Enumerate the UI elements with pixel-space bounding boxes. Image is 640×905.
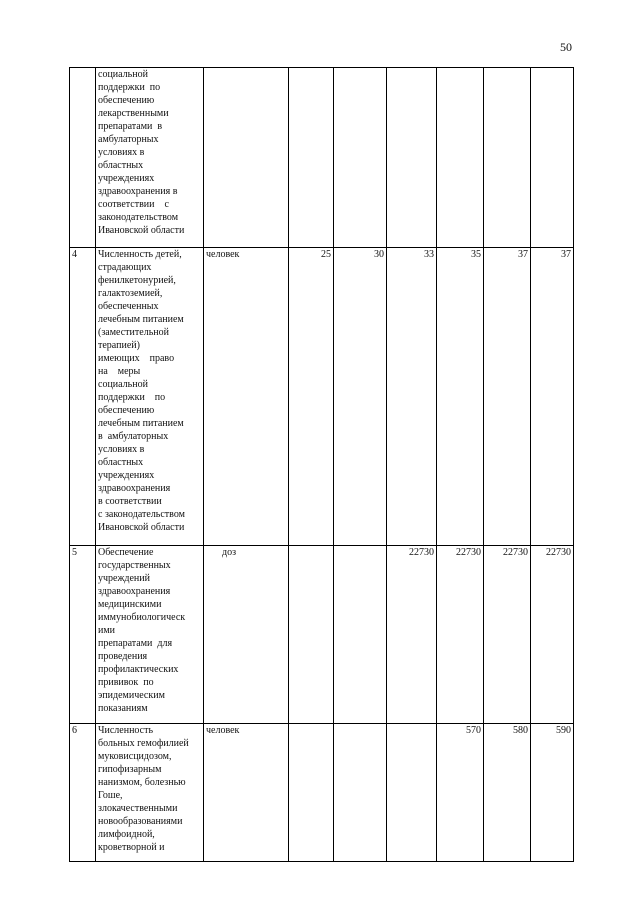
page-number: 50 (560, 40, 572, 54)
value-cell (289, 724, 334, 862)
unit-cell (204, 68, 289, 248)
table-row (70, 248, 574, 546)
indicator-name-cell: социальной поддержки по обеспечению лекарственными препаратами в амбулаторных условиях в областных учреждениях здравоохранения в соответствии с законодательством Ивановской области (96, 68, 204, 248)
row-number-cell: 6 (70, 724, 96, 862)
unit-cell: человек (204, 248, 289, 546)
unit-cell: доз (204, 546, 289, 724)
value-cell: 580 (484, 724, 531, 862)
value-cell: 22730 (484, 546, 531, 724)
unit-cell: человек (204, 724, 289, 862)
value-cell (484, 68, 531, 248)
value-cell (387, 68, 437, 248)
row-number-cell: 4 (70, 248, 96, 546)
indicator-name-cell: Численность детей, страдающих фенилкетонурией, галактоземией, обеспеченных лечебным питанием (заместительной терапией) имеющих право на меры социальной поддержки по обеспечению лечебным питанием в амбулаторных условиях в областных учреждениях здравоохранения в соответствии с законодательством Ивановской области (96, 248, 204, 546)
value-cell (289, 546, 334, 724)
value-cell: 590 (531, 724, 574, 862)
value-cell (437, 68, 484, 248)
value-cell: 25 (289, 248, 334, 546)
value-cell: 30 (334, 248, 387, 546)
value-cell: 33 (387, 248, 437, 546)
value-cell (289, 68, 334, 248)
table-row (70, 724, 574, 862)
value-cell (531, 68, 574, 248)
value-cell (387, 724, 437, 862)
table-row (70, 68, 574, 248)
value-cell (334, 724, 387, 862)
indicators-table (69, 67, 574, 862)
table-row (70, 546, 574, 724)
row-number-cell: 5 (70, 546, 96, 724)
value-cell: 22730 (387, 546, 437, 724)
indicator-name-cell: Обеспечение государственных учреждений здравоохранения медицинскими иммунобиологическ ими препаратами для проведения профилактических прививок по эпидемическим показаниям (96, 546, 204, 724)
value-cell: 35 (437, 248, 484, 546)
value-cell: 37 (484, 248, 531, 546)
row-number-cell (70, 68, 96, 248)
value-cell (334, 68, 387, 248)
indicator-name-cell: Численность больных гемофилией муковисцидозом, гипофизарным нанизмом, болезнью Гоше, злокачественными новообразованиями лимфоидной, кроветворной и (96, 724, 204, 862)
value-cell (334, 546, 387, 724)
value-cell: 22730 (531, 546, 574, 724)
value-cell: 22730 (437, 546, 484, 724)
value-cell: 37 (531, 248, 574, 546)
value-cell: 570 (437, 724, 484, 862)
